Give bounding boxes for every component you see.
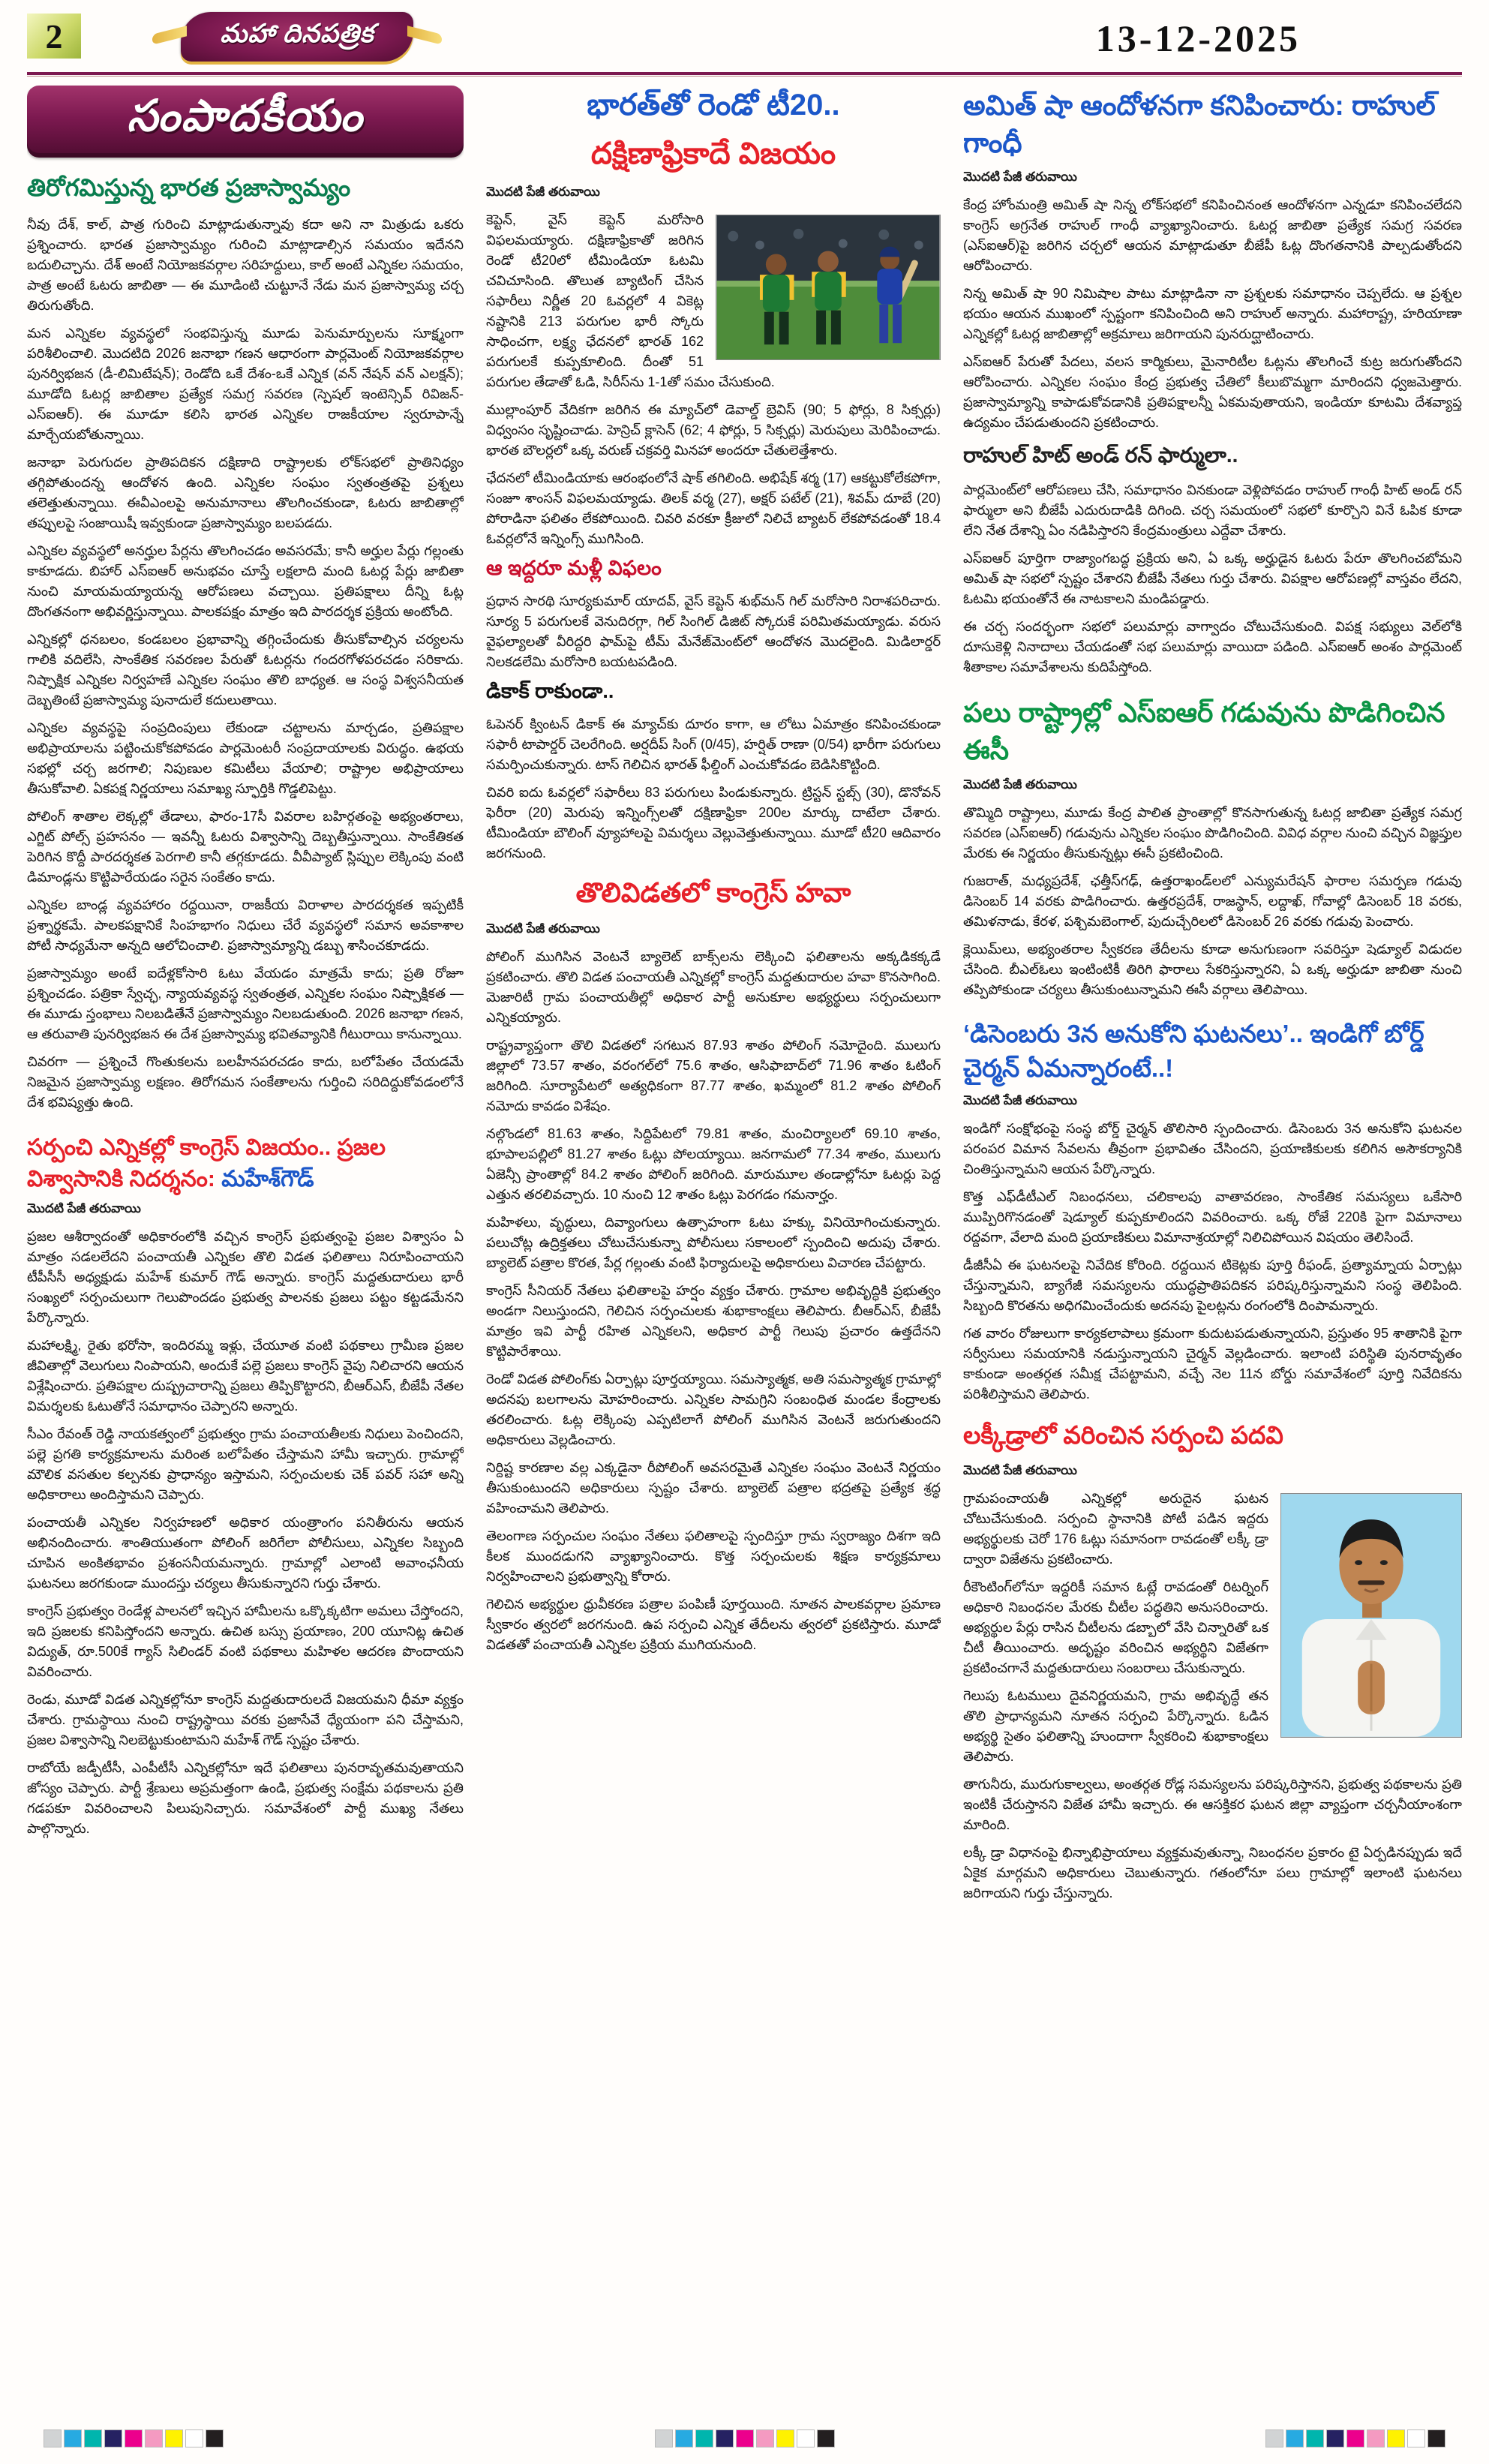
page-number: 2 [27,14,81,59]
body-paragraph: మహిళలు, వృద్ధులు, దివ్యాంగులు ఉత్సాహంగా ఓటు హక్కు వినియోగించుకున్నారు. పలుచోట్ల ఉద్రిక్తతలు చోటుచేసుకున్నా పోలీసులు సకాలంలో స్పందించి అదుపు చేశారు. బ్యాలెట్ పత్రాల కొరత, పేర్ల గల్లంతు వంటి ఫిర్యాదులపై అధికారులు విచారణ చేపట్టారు. [486,1215,941,1270]
editorial-section-banner [27,86,464,158]
body-paragraph: రెండో విడత పోలింగ్‌కు ఏర్పాట్లు పూర్తయ్యాయి. సమస్యాత్మక, అతి సమస్యాత్మక గ్రామాల్లో అదనపు బలగాలను మోహరించారు. ఎన్నికల సామగ్రిని సంబంధిత మండల కేంద్రాలకు తరలించారు. ఓట్ల లెక్కింపు ఎప్పటిలాగే పోలింగ్ ముగిసిన వెంటనే జరుగుతుందని అధికారులు వెల్లడించారు. [486,1372,941,1447]
color-swatch [736,2429,754,2447]
page-columns [27,84,1462,2416]
body-paragraph: డీజీసీఏ ఈ ఘటనలపై నివేదిక కోరింది. రద్దయిన టికెట్లకు పూర్తి రీఫండ్, ప్రత్యామ్నాయ ఏర్పాట్లు చేస్తున్నామని, బ్యాగేజీ సమస్యలను యుద్ధప్రాతిపదికన పరిష్కరిస్తున్నామని సంస్థ తెలిపింది. సిబ్బంది కొరతను అధిగమించేందుకు అదనపు పైలట్లను రంగంలోకి దింపామన్నారు. [963,1258,1462,1314]
right-column [963,84,1462,2416]
body-paragraph: నల్గొండలో 81.63 శాతం, సిద్దిపేటలో 79.81 శాతం, మంచిర్యాలలో 69.10 శాతం, భూపాలపల్లిలో 81.27 శాతం ఓట్లు పోలయ్యాయి. జనగామలో 77.34 శాతం, ములుగు ఏజెన్సీ ప్రాంతాల్లో 84.2 శాతం పోలింగ్ జరిగింది. మారుమూల తండాల్లోనూ ఓటర్లు పెద్ద ఎత్తున తరలివచ్చారు. 10 నుంచి 12 శాతం ఓట్లు పెరగడం గమనార్హం. [486,1126,941,1202]
body-paragraph: తొమ్మిది రాష్ట్రాలు, మూడు కేంద్ర పాలిత ప్రాంతాల్లో కొనసాగుతున్న ఓటర్ల జాబితా ప్రత్యేక సమగ్ర సవరణ (ఎస్ఐఆర్) గడువును ఎన్నికల సంఘం పొడిగించింది. వివిధ వర్గాల నుంచి వచ్చిన విజ్ఞప్తుల మేరకు ఈ నిర్ణయం తీసుకున్నట్లు ఈసీ ప్రకటించింది. [963,804,1462,861]
t20-main-headline: దక్షిణాఫ్రికాదే విజయం [590,137,836,170]
color-swatch [1346,2429,1364,2447]
lucky-draw-article-body [963,1489,1462,1904]
body-paragraph: ఎన్నికల్లో ధనబలం, కండబలం ప్రభావాన్ని తగ్గించేందుకు తీసుకోవాల్సిన చర్యలను గాలికి వదిలేసి, సాంకేతిక సవరణల పేరుతో ఓటర్లను గందరగోళపరచడం సరికాదు. నిష్పాక్షిక ఎన్నికల నిర్వహణే ఎన్నికల సంఘం తొలి బాధ్యత. ఆ సంస్థ విశ్వసనీయత దెబ్బతింటే ప్రజాస్వామ్య పునాదులే కదులుతాయి. [27,631,464,708]
t20-subhead-dekock: డికాక్ రాకుండా.. [486,680,614,702]
masthead-logo [181,12,413,62]
color-swatch [185,2429,203,2447]
congress-hava-headline: తొలివిడతలో కాంగ్రెస్ హవా [575,877,851,908]
sarpanch-congress-headline-text: సర్పంచి ఎన్నికల్లో కాంగ్రెస్ విజయం.. ప్రజల విశ్వాసానికి నిదర్శనం: [27,1134,386,1191]
color-swatch [655,2429,673,2447]
color-swatch [1387,2429,1405,2447]
body-paragraph: ఎన్నికల వ్యవస్థలో అనర్హుల పేర్లను తొలగించడం అవసరమే; కానీ అర్హుల పేర్లు గల్లంతు కాకూడదు. బిహార్ ఎస్ఐఆర్ అనుభవం చూస్తే లక్షలాది మంది ఓటర్ల పేర్లు జాబితా నుంచి మాయమయ్యాయన్న ఆరోపణలు వచ్చాయి. ప్రతిపక్షాలు దీన్ని ఓట్ల దొంగతనంగా అభివర్ణిస్తున్నాయి. పాలకపక్షం మాత్రం ఇది పారదర్శక ప్రక్రియ అంటోంది. [27,542,464,619]
body-paragraph: క్లెయిమ్‌లు, అభ్యంతరాల స్వీకరణ తేదీలను కూడా అనుగుణంగా సవరిస్తూ షెడ్యూల్ విడుదల చేసింది. బీఎల్ఓలు ఇంటింటికీ తిరిగి ఫారాలు సేకరిస్తున్నారని, ఏ ఒక్క అర్హుడూ జాబితా నుంచి తప్పిపోకుండా చర్యలు తీసుకుంటున్నామని ఈసీ వర్గాలు తెలిపాయి. [963,941,1462,997]
print-registration-bars [0,2429,1489,2450]
color-swatch [1326,2429,1344,2447]
t20-sub2-body [486,714,941,864]
sarpanch-congress-headline [27,1132,464,1195]
edition-date: 13-12-2025 [1095,17,1301,59]
body-paragraph: ఇండిగో సంక్షోభంపై సంస్థ బోర్డ్ చైర్మన్ తొలిసారి స్పందించారు. డిసెంబరు 3న అనుకోని ఘటనల పరంపర విమాన సేవలను తీవ్రంగా ప్రభావితం చేసిందని, ప్రయాణికులకు కలిగిన అసౌకర్యానికి చింతిస్తున్నామని ఆయన పేర్కొన్నారు. [963,1121,1462,1177]
body-paragraph: నీవు దేశ్, కాల్, పాత్ర గురించి మాట్లాడుతున్నావు కదా అని నా మిత్రుడు ఒకరు ప్రశ్నించారు. భారత ప్రజాస్వామ్యం గురించి మాట్లాడాల్సిన సమయం ఇదేనని బదులిచ్చాను. దేశ్ అంటే నియోజకవర్గాల సరిహద్దులు, కాల్ అంటే ఎన్నికల సమయం, పాత్ర అంటే ఓటరు జాబితా — ఈ మూడింటి చుట్టూనే నేడు మన ప్రజాస్వామ్య చర్చ తిరుగుతోంది. [27,216,464,313]
rahul-formula-subhead: రాహుల్ హిట్ అండ్ రన్ ఫార్ములా.. [963,443,1238,467]
color-swatch [1407,2429,1425,2447]
continuation-marker: మొదటి పేజీ తరువాయి [963,169,1077,184]
body-paragraph: కెప్టెన్, వైస్ కెప్టెన్ మరోసారి విఫలమయ్యారు. దక్షిణాఫ్రికాతో జరిగిన రెండో టీ20లో టీమిండియా ఓటమి చవిచూసింది. తొలుత బ్యాటింగ్ చేసిన సఫారీలు నిర్ణీత 20 ఓవర్లలో 4 వికెట్ల నష్టానికి 213 పరుగుల భారీ స్కోరు సాధించగా, లక్ష్య ఛేదనలో భారత్ 162 పరుగులకే కుప్పకూలింది. దీంతో 51 పరుగుల తేడాతో ఓడి, సిరీస్‌ను 1-1తో సమం చేసుకుంది. [486,212,775,389]
color-swatch [1286,2429,1304,2447]
masthead-title: మహా దినపత్రిక [220,19,374,48]
body-paragraph: మన ఎన్నికల వ్యవస్థలో సంభవిస్తున్న మూడు పెనుమార్పులను సూక్ష్మంగా పరిశీలించాలి. మొదటిది 2026 జనాభా గణన ఆధారంగా పార్లమెంట్ నియోజకవర్గాల పునర్విభజన (డీ-లిమిటేషన్); రెండోది ఒకే దేశం-ఒకే ఎన్నిక (వన్ నేషన్ వన్ ఎలక్షన్); మూడోది ఓటర్ల జాబితాల ప్రత్యేక సమగ్ర సవరణ (స్పెషల్ ఇంటెన్సివ్ రివిజన్-ఎస్ఐఆర్). ఈ మూడూ కలిసి భారత ఎన్నికల రాజకీయాల స్వరూపాన్నే మార్చేయబోతున్నాయి. [27,325,464,442]
body-paragraph: పోలింగ్ శాతాల లెక్కల్లో తేడాలు, ఫారం-17సీ వివరాల బహిర్గతంపై అభ్యంతరాలు, ఎగ్జిట్ పోల్స్ ప్రహసనం — ఇవన్నీ ఓటరు విశ్వాసాన్ని దెబ్బతీస్తున్నాయి. సాంకేతికత పెరిగిన కొద్దీ పారదర్శకత పెరగాలి కానీ తగ్గకూడదు. వీవీప్యాట్ స్లిప్పుల లెక్కింపు వంటి డిమాండ్లను కొట్టిపారేయడం సరైన సంకేతం కాదు. [27,808,464,885]
amit-shah-article-body [963,195,1462,433]
body-paragraph: రాష్ట్రవ్యాప్తంగా తొలి విడతలో సగటున 87.93 శాతం పోలింగ్ నమోదైంది. ములుగు జిల్లాలో 73.57 శాతం, వరంగల్‌లో 75.6 శాతం, ఆసిఫాబాద్‌లో 71.96 శాతం ఓటింగ్ జరిగింది. సూర్యాపేటలో అత్యధికంగా 87.77 శాతం, ఖమ్మంలో 81.2 శాతం పోలింగ్ నమోదు కావడం విశేషం. [486,1038,941,1113]
body-paragraph: కాంగ్రెస్ ప్రభుత్వం రెండేళ్ల పాలనలో ఇచ్చిన హామీలను ఒక్కొక్కటిగా అమలు చేస్తోందని, ఇది ప్రజలకు కనిపిస్తోందని అన్నారు. ఉచిత బస్సు ప్రయాణం, 200 యూనిట్ల ఉచిత విద్యుత్, రూ.500కే గ్యాస్ సిలిండర్ వంటి పథకాలు మహిళల ఆదరణ పొందాయని వివరించారు. [27,1603,464,1679]
body-paragraph: నిన్న అమిత్ షా 90 నిమిషాల పాటు మాట్లాడినా నా ప్రశ్నలకు సమాధానం చెప్పలేదు. ఆ ప్రశ్నల భయం ఆయన ముఖంలో స్పష్టంగా కనిపించింది అని రాహుల్ అన్నారు. మహారాష్ట్ర, హరియాణా ఎన్నికల్లో ఓటర్ల జాబితాల్లో అక్రమాలు జరిగాయని పునరుద్ఘాటించారు. [963,285,1462,341]
body-paragraph: ఎన్నికల వ్యవస్థపై సంప్రదింపులు లేకుండా చట్టాలను మార్చడం, ప్రతిపక్షాల అభిప్రాయాలను పట్టించుకోకపోవడం పార్లమెంటరీ సంప్రదాయాలకు విరుద్ధం. ఉభయ సభల్లో చర్చ జరగాలి; నిపుణుల కమిటీలు వేయాలి; రాష్ట్రాల అభిప్రాయాలు తీసుకోవాలి. ఏకపక్ష నిర్ణయాలు సమాఖ్య స్ఫూర్తికి గొడ్డలిపెట్టు. [27,720,464,796]
sir-extension-headline: పలు రాష్ట్రాల్లో ఎస్‌ఐఆర్ గడువును పొడిగించిన ఈసీ [963,696,1445,766]
color-swatch [695,2429,713,2447]
color-swatch [104,2429,122,2447]
body-paragraph: జనాభా పెరుగుదల ప్రాతిపదికన దక్షిణాది రాష్ట్రాలకు లోక్‌సభలో ప్రాతినిధ్యం తగ్గిపోతుందన్న ఆందోళన ఉంది. ఎన్నికల సంఘం స్వతంత్రతపై ప్రశ్నలు తలెత్తుతున్నాయి. ఈవీఎంలపై అనుమానాలు తొలగించకుండా, ఓటరు జాబితాల్లో తప్పులపై సంజాయిషీ ఇవ్వకుండా ప్రజాస్వామ్యం బలపడదు. [27,454,464,530]
color-swatch [1367,2429,1385,2447]
body-paragraph: గుజరాత్, మధ్యప్రదేశ్, ఛత్తీస్‌గఢ్, ఉత్తరాఖండ్‌లలో ఎన్యుమరేషన్ ఫారాల సమర్పణ గడువు డిసెంబర్ 14 వరకు పొడిగించారు. ఉత్తరప్రదేశ్, రాజస్థాన్, లద్దాఖ్, గోవాల్లో డిసెంబర్ 18 వరకు, తమిళనాడు, కేరళ, పశ్చిమబెంగాల్, పుదుచ్చేరిలలో డిసెంబర్ 26 వరకు గడువు పెంచారు. [963,873,1462,929]
continuation-marker: మొదటి పేజీ తరువాయి [486,921,600,936]
body-paragraph: ముల్లాంపూర్ వేదికగా జరిగిన ఈ మ్యాచ్‌లో డెవాల్డ్ బ్రెవిస్ (90; 5 ఫోర్లు, 8 సిక్సర్లు) విధ్వంసం సృష్టించాడు. హెన్రిచ్ క్లాసెన్ (62; 4 ఫోర్లు, 5 సిక్సర్లు) మెరుపులు మెరిపించాడు. భారత బౌలర్లలో ఒక్క వరుణ్ చక్రవర్తి మినహా అందరూ చేతులెత్తేశారు. [486,402,941,458]
masthead-wing-right-icon [407,26,442,44]
editorial-article-body [27,215,464,1113]
body-paragraph: పంచాయతీ ఎన్నికల నిర్వహణలో అధికార యంత్రాంగం పనితీరును ఆయన అభినందించారు. శాంతియుతంగా పోలింగ్ జరిగేలా పోలీసులు, ఎన్నికల సిబ్బంది చూపిన అంకితభావం ప్రశంసనీయమన్నారు. గ్రామాల్లో ఎలాంటి అవాంఛనీయ ఘటనలు జరగకుండా ముందస్తు చర్యలు తీసుకున్నారని గుర్తు చేశారు. [27,1514,464,1591]
continuation-marker: మొదటి పేజీ తరువాయి [27,1200,141,1215]
color-swatch [84,2429,102,2447]
color-swatch [756,2429,774,2447]
body-paragraph: తెలంగాణ సర్పంచుల సంఘం నేతలు ఫలితాలపై స్పందిస్తూ గ్రామ స్వరాజ్యం దిశగా ఇది కీలక ముందడుగని వ్యాఖ్యానించారు. కొత్త సర్పంచులకు శిక్షణ కార్యక్రమాలు నిర్వహించాలని ప్రభుత్వాన్ని కోరారు. [486,1528,941,1584]
body-paragraph: సీఎం రేవంత్ రెడ్డి నాయకత్వంలో ప్రభుత్వం గ్రామ పంచాయతీలకు నిధులు పెంచిందని, పల్లె ప్రగతి కార్యక్రమాలను మరింత బలోపేతం చేస్తామని హామీ ఇచ్చారు. గ్రామాల్లో మౌలిక వసతుల కల్పనకు ప్రాధాన్యం ఇస్తామని, సర్పంచులకు చెక్ పవర్ సహా అన్ని అధికారాలు అందిస్తామని చెప్పారు. [27,1426,464,1502]
body-paragraph: నిర్దిష్ట కారణాల వల్ల ఎక్కడైనా రీపోలింగ్ అవసరమైతే ఎన్నికల సంఘం వెంటనే నిర్ణయం తీసుకుంటుందని అధికారులు స్పష్టం చేశారు. బ్యాలెట్ పత్రాల భద్రతపై ప్రత్యేక శ్రద్ధ వహించామని తెలిపారు. [486,1460,941,1516]
t20-article-body [486,210,941,549]
continuation-marker: మొదటి పేజీ తరువాయి [963,1093,1077,1108]
color-swatch [716,2429,734,2447]
color-swatch [1265,2429,1283,2447]
header-divider [27,72,1462,77]
body-paragraph: ఎన్నికల బాండ్ల వ్యవహారం రద్దయినా, రాజకీయ విరాళాల పారదర్శకత ఇప్పటికీ ప్రశ్నార్థకమే. పాలకపక్షానికే సింహభాగం నిధులు చేరే వ్యవస్థలో సమాన అవకాశాల పోటీ సాధ్యమేనా అన్నది ఆలోచించాలి. ప్రజాస్వామ్యాన్ని డబ్బు శాసించకూడదు. [27,897,464,953]
body-paragraph: గత వారం రోజులుగా కార్యకలాపాలు క్రమంగా కుదుటపడుతున్నాయని, ప్రస్తుతం 95 శాతానికి పైగా సర్వీసులు సమయానికి నడుస్తున్నాయని చైర్మన్ వెల్లడించారు. ఇలాంటి పరిస్థితి పునరావృతం కాకుండా అంతర్గత సమీక్ష చేపట్టామని, వచ్చే నెల 11న బోర్డు సమావేశంలో పూర్తి నివేదికను పరిశీలిస్తామని తెలిపారు. [963,1326,1462,1402]
body-paragraph: రాబోయే జడ్పీటీసీ, ఎంపీటీసీ ఎన్నికల్లోనూ ఇదే ఫలితాలు పునరావృతమవుతాయని జోస్యం చెప్పారు. పార్టీ శ్రేణులు అప్రమత్తంగా ఉండి, ప్రభుత్వ సంక్షేమ పథకాలను ప్రతి గడపకూ వివరించాలని పిలుపునిచ్చారు. సమావేశంలో పార్టీ ముఖ్య నేతలు పాల్గొన్నారు. [27,1759,464,1836]
color-swatch [1427,2429,1445,2447]
body-paragraph: ప్రధాన సారథి సూర్యకుమార్ యాదవ్, వైస్ కెప్టెన్ శుభ్‌మన్ గిల్ మరోసారి నిరాశపరిచారు. సూర్య 5 పరుగులకే వెనుదిరగ్గా, గిల్ సింగిల్ డిజిట్ స్కోరుకే పరిమితమయ్యాడు. వరుస వైఫల్యాలతో వీరిద్దరి ఫామ్‌పై టీమ్ మేనేజ్‌మెంట్‌లో ఆందోళన మొదలైంది. మిడిలార్డర్ నిలకడలేమి మరోసారి బయటపడింది. [486,593,941,669]
body-paragraph: చివరి ఐదు ఓవర్లలో సఫారీలు 83 పరుగులు పిండుకున్నారు. ట్రిస్టన్ స్టబ్స్ (30), డొనోవన్ ఫెరీరా (20) మెరుపు ఇన్నింగ్స్‌లతో దక్షిణాఫ్రికా 200ల మార్కు దాటేలా చేశారు. టీమిండియా బౌలింగ్ వ్యూహాలపై విమర్శలు వెల్లువెత్తుతున్నాయి. మూడో టీ20 ఆదివారం జరగనుంది. [486,785,941,861]
cricket-photo-illustration [716,215,940,359]
body-paragraph: గెలిచిన అభ్యర్థుల ధ్రువీకరణ పత్రాల పంపిణీ పూర్తయింది. నూతన పాలకవర్గాల ప్రమాణ స్వీకారం త్వరలో జరగనుంది. ఉప సర్పంచి ఎన్నిక తేదీలను త్వరలో ప్రకటిస్తారు. మూడో విడతతో పంచాయతీ ఎన్నికల ప్రక్రియ ముగియనుంది. [486,1597,941,1652]
registration-marks-right [1265,2429,1445,2447]
body-paragraph: గ్రామపంచాయతీ ఎన్నికల్లో అరుదైన ఘటన చోటుచేసుకుంది. సర్పంచి స్థానానికి పోటీ పడిన ఇద్దరు అభ్యర్థులకు చెరో 176 ఓట్లు సమానంగా రావడంతో లక్కీ డ్రా ద్వారా విజేతను ప్రకటించారు. [963,1491,1268,1567]
body-paragraph: ఓపెనర్ క్వింటన్ డికాక్ ఈ మ్యాచ్‌కు దూరం కాగా, ఆ లోటు ఏమాత్రం కనిపించకుండా సఫారీ టాపార్డర్ చెలరేగింది. అర్షదీప్ సింగ్ (0/45), హర్షిత్ రాణా (0/54) భారీగా పరుగులు సమర్పించుకున్నారు. టాస్ గెలిచిన భారత్ ఫీల్డింగ్ ఎంచుకోవడం బెడిసికొట్టింది. [486,717,941,772]
color-swatch [64,2429,82,2447]
sarpanch-winner-photo [1280,1493,1462,1738]
t20-subhead-captains: ఆ ఇద్దరూ మళ్లీ విఫలం [486,557,662,579]
page-header [27,9,1462,68]
sir-article-body [963,803,1462,1000]
body-paragraph: పార్లమెంట్‌లో ఆరోపణలు చేసి, సమాధానం వినకుండా వెళ్లిపోవడం రాహుల్ గాంధీ హిట్ అండ్ రన్ ఫార్ములా అని బీజేపీ ఎదురుదాడికి దిగింది. చర్చ సమయంలో సభలో కూర్చొని వినే ఓపిక కూడా లేని నేత దేశాన్ని ఏం నడిపిస్తారని కేంద్రమంత్రులు ఎద్దేవా చేశారు. [963,482,1462,538]
body-paragraph: గెలుపు ఓటములు దైవనిర్ణయమని, గ్రామ అభివృద్ధే తన తొలి ప్రాధాన్యమని నూతన సర్పంచి పేర్కొన్నారు. ఓడిన అభ్యర్థి సైతం ఫలితాన్ని హుందాగా స్వీకరించి శుభాకాంక్షలు తెలిపారు. [963,1688,1268,1765]
winner-portrait-illustration [1281,1494,1461,1737]
color-swatch [776,2429,794,2447]
body-paragraph: ఎస్ఐఆర్ పూర్తిగా రాజ్యాంగబద్ధ ప్రక్రియ అని, ఏ ఒక్క అర్హుడైన ఓటరు పేరూ తొలగించబోమని అమిత్ షా సభలో స్పష్టం చేశారని బీజేపీ నేతలు గుర్తు చేశారు. విపక్షాల ఆరోపణల్లో వాస్తవం లేదని, ఓటమి భయంతోనే ఈ నాటకాలని మండిపడ్డారు. [963,550,1462,606]
indigo-article-body [963,1119,1462,1405]
body-paragraph: ప్రజాస్వామ్యం అంటే ఐదేళ్లకోసారి ఓటు వేయడం మాత్రమే కాదు; ప్రతి రోజూ ప్రశ్నించడం. పత్రికా స్వేచ్ఛ, న్యాయవ్యవస్థ స్వతంత్రత, ఎన్నికల సంఘం నిష్పాక్షికత — ఈ మూడు స్తంభాలు నిలబడితేనే ప్రజాస్వామ్యం నిలబడుతుంది. 2026 జనాభా గణన, ఆ తరువాతి పునర్విభజన ఈ దేశ ప్రజాస్వామ్య భవితవ్యానికి గీటురాయి కానున్నాయి. [27,965,464,1041]
amit-shah-headline: అమిత్ షా ఆందోళనగా కనిపించారు: రాహుల్ గాంధీ [963,90,1436,158]
t20-sub1-body [486,591,941,672]
left-column [27,84,464,2416]
body-paragraph: లక్కీ డ్రా విధానంపై భిన్నాభిప్రాయాలు వ్యక్తమవుతున్నా, నిబంధనల ప్రకారం టై ఏర్పడినప్పుడు ఇదే ఏకైక మార్గమని అధికారులు చెబుతున్నారు. గతంలోనూ పలు గ్రామాల్లో ఇలాంటి ఘటనలు జరిగాయని గుర్తు చేస్తున్నారు. [963,1845,1462,1901]
t20-kicker-headline: భారత్‌తో రెండో టీ20.. [587,89,840,122]
color-swatch [145,2429,163,2447]
body-paragraph: ఎస్ఐఆర్ పేరుతో పేదలు, వలస కార్మికులు, మైనారిటీల ఓట్లను తొలగించే కుట్ర జరుగుతోందని ఆరోపించారు. ఎన్నికల సంఘం కేంద్ర ప్రభుత్వ చేతిలో కీలుబొమ్మగా మారిందని ధ్వజమెత్తారు. ప్రజాస్వామ్యాన్ని కాపాడుకోవడానికి ప్రతిపక్షాలన్నీ ఏకమవుతాయని, ఇండియా కూటమి దేశవ్యాప్త ఉద్యమం చేపడుతుందని ప్రకటించారు. [963,353,1462,430]
body-paragraph: ఛేదనలో టీమిండియాకు ఆరంభంలోనే షాక్ తగిలింది. అభిషేక్ శర్మ (17) ఆకట్టుకోలేకపోగా, సంజూ శాంసన్ విఫలమయ్యాడు. తిలక్ వర్మ (27), అక్షర్ పటేల్ (21), శివమ్ దూబే (20) పోరాడినా ఫలితం లేకపోయింది. చివరి వరకూ క్రీజులో నిలిచే బ్యాటర్ లేకపోవడంతో 18.4 ఓవర్లలోనే ఇన్నింగ్స్ ముగిసింది. [486,470,941,546]
color-swatch [817,2429,835,2447]
body-paragraph: ఈ చర్చ సందర్భంగా సభలో పలుమార్లు వాగ్వాదం చోటుచేసుకుంది. విపక్ష సభ్యులు వెల్‌లోకి దూసుకెళ్లి నినాదాలు చేయడంతో సభ పలుమార్లు వాయిదా పడింది. ఎస్ఐఆర్ అంశం పార్లమెంట్ శీతాకాల సమావేశాలను కుదిపేస్తోంది. [963,618,1462,675]
lucky-draw-headline: లక్కీడ్రాలో వరించిన సర్పంచి పదవి [963,1421,1283,1450]
body-paragraph: చివరగా — ప్రశ్నించే గొంతుకలను బలహీనపరచడం కాదు, బలోపేతం చేయడమే నిజమైన ప్రజాస్వామ్య లక్షణం. తిరోగమన సంకేతాలను గుర్తించి సరిదిద్దుకోవడంలోనే దేశ భవిష్యత్తు ఉంది. [27,1053,464,1110]
body-paragraph: కాంగ్రెస్ సీనియర్ నేతలు ఫలితాలపై హర్షం వ్యక్తం చేశారు. గ్రామాల అభివృద్ధికి ప్రభుత్వం అండగా నిలుస్తుందని, గెలిచిన సర్పంచులకు శుభాకాంక్షలు తెలిపారు. బీఆర్ఎస్, బీజేపీ మాత్రం ఇవి పార్టీ రహిత ఎన్నికలని, అధికార పార్టీ గెలుపు ప్రచారం ఉత్తదేనని కొట్టిపారేశాయి. [486,1283,941,1359]
body-paragraph: మహాలక్ష్మి, రైతు భరోసా, ఇందిరమ్మ ఇళ్లు, చేయూత వంటి పథకాలు గ్రామీణ ప్రజల జీవితాల్లో వెలుగులు నింపాయని, అందుకే పల్లె ప్రజలు కాంగ్రెస్ వైపు నిలిచారని ఆయన విశ్లేషించారు. ప్రతిపక్షాల దుష్ప్రచారాన్ని ప్రజలు తిప్పికొట్టారని, బీఆర్ఎస్, బీజేపీ నేతల విమర్శలకు ఓటుతోనే సమాధానం చెప్పారని అన్నారు. [27,1337,464,1414]
body-paragraph: రీకౌంటింగ్‌లోనూ ఇద్దరికీ సమాన ఓట్లే రావడంతో రిటర్నింగ్ అధికారి నిబంధనల మేరకు చీటీల పద్ధతిని అనుసరించారు. అభ్యర్థుల పేర్లు రాసిన చీటీలను డబ్బాలో వేసి చిన్నారితో ఒక చీటీ తీయించారు. అదృష్టం వరించిన అభ్యర్థిని విజేతగా ప్రకటించగానే మద్దతుదారులు సంబరాలు చేసుకున్నారు. [963,1579,1268,1676]
middle-column [486,84,941,2416]
speaker-name: మహేశ్‌గౌడ్ [221,1166,314,1191]
rahul-formula-body [963,480,1462,678]
body-paragraph: తాగునీరు, మురుగుకాల్వలు, అంతర్గత రోడ్ల సమస్యలను పరిష్కరిస్తానని, ప్రభుత్వ పథకాలను ప్రతి ఇంటికీ చేరుస్తానని విజేత హామీ ఇచ్చారు. ఈ ఆసక్తికర ఘటన జిల్లా వ్యాప్తంగా చర్చనీయాంశంగా మారింది. [963,1777,1462,1833]
registration-marks-center [655,2429,835,2447]
editorial-section-title: సంపాదకీయం [127,92,364,140]
body-paragraph: కేంద్ర హోంమంత్రి అమిత్ షా నిన్న లోక్‌సభలో కనిపించినంత ఆందోళనగా ఎన్నడూ కనిపించలేదని కాంగ్రెస్ అగ్రనేత రాహుల్ గాంధీ వ్యాఖ్యానించారు. ఓటర్ల జాబితా ప్రత్యేక సమగ్ర సవరణ (ఎస్ఐఆర్)పై జరిగిన చర్చలో ఆయన మాట్లాడుతూ బీజేపీ ఓట్ల దొంగతనానికి పాల్పడుతోందని ఆరోపించారు. [963,197,1462,273]
sarpanch-article-body [27,1227,464,1839]
color-swatch [125,2429,143,2447]
editorial-headline: తిరోగమిస్తున్న భారత ప్రజాస్వామ్యం [27,174,351,201]
t20-match-photo [716,215,941,360]
continuation-marker: మొదటి పేజీ తరువాయి [486,185,600,199]
color-swatch [797,2429,815,2447]
color-swatch [165,2429,183,2447]
congress-hava-article-body [486,947,941,1655]
body-paragraph: ప్రజల ఆశీర్వాదంతో అధికారంలోకి వచ్చిన కాంగ్రెస్ ప్రభుత్వంపై ప్రజల విశ్వాసం ఏ మాత్రం సడలలేదని పంచాయతీ ఎన్నికల తొలి విడత ఫలితాలు నిరూపించాయని టీపీసీసీ అధ్యక్షుడు మహేశ్ కుమార్ గౌడ్ అన్నారు. కాంగ్రెస్ మద్దతుదారులు భారీ సంఖ్యలో సర్పంచులుగా గెలుపొందడం ప్రభుత్వ పాలనకు ప్రజలు పట్టం కట్టడమేనని పేర్కొన్నారు. [27,1228,464,1325]
color-swatch [44,2429,62,2447]
continuation-marker: మొదటి పేజీ తరువాయి [963,777,1077,792]
continuation-marker: మొదటి పేజీ తరువాయి [963,1463,1077,1478]
body-paragraph: రెండు, మూడో విడత ఎన్నికల్లోనూ కాంగ్రెస్ మద్దతుదారులదే విజయమని ధీమా వ్యక్తం చేశారు. గ్రామస్థాయి నుంచి రాష్ట్రస్థాయి వరకు ప్రజాసేవే ధ్యేయంగా పని చేస్తామని, ప్రజల విశ్వాసాన్ని నిలబెట్టుకుంటామని మహేశ్ గౌడ్ స్పష్టం చేశారు. [27,1691,464,1747]
color-swatch [1306,2429,1324,2447]
registration-marks-left [44,2429,224,2447]
color-swatch [206,2429,224,2447]
color-swatch [675,2429,693,2447]
indigo-chairman-headline: ‘డిసెంబరు 3న అనుకోని ఘటనలు’.. ఇండిగో బోర్డ్ చైర్మన్ ఏమన్నారంటే..! [963,1019,1424,1082]
body-paragraph: పోలింగ్ ముగిసిన వెంటనే బ్యాలెట్ బాక్స్‌లను లెక్కించి ఫలితాలను అక్కడికక్కడే ప్రకటించారు. తొలి విడత పంచాయతీ ఎన్నికల్లో కాంగ్రెస్ మద్దతుదారుల హవా కొనసాగింది. మెజారిటీ గ్రామ పంచాయతీల్లో అధికార పార్టీ అనుకూల అభ్యర్థులు సర్పంచులుగా ఎన్నికయ్యారు. [486,949,941,1025]
body-paragraph: కొత్త ఎఫ్‌డీటీఎల్ నిబంధనలు, చలికాలపు వాతావరణం, సాంకేతిక సమస్యలు ఒకేసారి ముప్పిరిగొనడంతో షెడ్యూల్ కుప్పకూలిందని వివరించారు. ఒక్క రోజే 220కి పైగా విమానాలు రద్దవగా, వేలాది మంది ప్రయాణికులు విమానాశ్రయాల్లో నిలిచిపోయిన విషయం తెలిసిందే. [963,1189,1462,1246]
masthead-wing-left-icon [152,26,187,44]
